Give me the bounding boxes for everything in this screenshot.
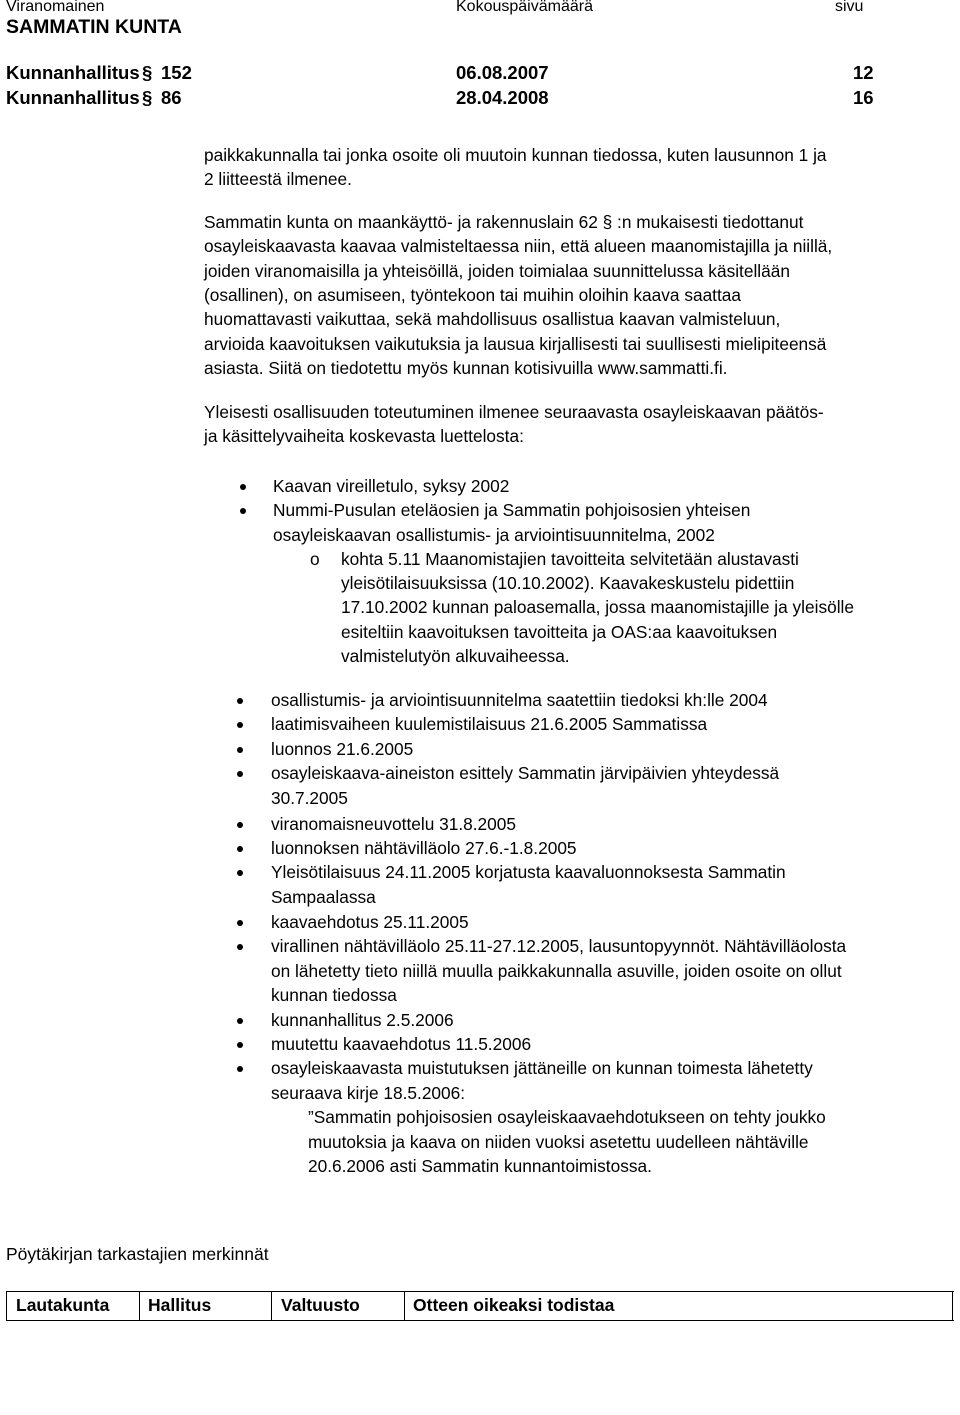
text-line: (osallinen), on asumiseen, työntekoon tai muihin oloihin kaava saattaa: [204, 285, 742, 305]
bullet-icon: [237, 1042, 243, 1048]
section-symbol: §: [142, 87, 153, 108]
table-border: [952, 1292, 953, 1320]
list-item: luonnoksen nähtävilläolo 27.6.-1.8.2005: [271, 838, 577, 858]
meeting-body: Kunnanhallitus: [6, 87, 140, 108]
text-line: esiteltiin kaavoituksen tavoitteita ja OAS:aa kaavoituksen: [341, 622, 778, 642]
bullet-icon: [237, 920, 243, 926]
meeting-section-number: 86: [161, 87, 182, 108]
header-authority-label: Viranomainen: [6, 0, 105, 15]
list-item-continuation: kunnan tiedossa: [271, 985, 397, 1005]
list-item: kaavaehdotus 25.11.2005: [271, 912, 469, 932]
meeting-date: 28.04.2008: [456, 87, 549, 108]
bullet-icon: [237, 944, 243, 950]
bullet-icon: [240, 508, 246, 514]
bullet-icon: [237, 846, 243, 852]
text-line: 2 liitteestä ilmenee.: [204, 169, 352, 189]
list-item-continuation: seuraava kirje 18.5.2006:: [271, 1083, 466, 1103]
bullet-icon: [237, 698, 243, 704]
text-line: kohta 5.11 Maanomistajien tavoitteita selvitetään alustavasti: [341, 549, 799, 569]
list-item-continuation: Sampaalassa: [271, 887, 376, 907]
list-item-continuation: osayleiskaavan osallistumis- ja arviointisuunnitelma, 2002: [273, 525, 715, 545]
table-divider: [139, 1292, 140, 1320]
meeting-page: 12: [853, 62, 874, 83]
text-line: 20.6.2006 asti Sammatin kunnantoimistossa.: [308, 1156, 652, 1176]
table-divider: [271, 1292, 272, 1320]
table-border: [6, 1292, 7, 1320]
list-item: muutettu kaavaehdotus 11.5.2006: [271, 1034, 532, 1054]
bullet-icon: [237, 870, 243, 876]
footer-signature-table: [6, 1291, 954, 1321]
list-item-continuation: on lähetetty tieto niillä muulla paikkakunnalla asuville, joiden osoite on ollut: [271, 961, 842, 981]
authority-name: SAMMATIN KUNTA: [6, 16, 182, 38]
table-divider: [404, 1292, 405, 1320]
meeting-section-number: 152: [161, 62, 192, 83]
list-item: viranomaisneuvottelu 31.8.2005: [271, 814, 516, 834]
footer-cell-certified: Otteen oikeaksi todistaa: [413, 1295, 615, 1315]
section-symbol: §: [142, 62, 153, 83]
header-date-label: Kokouspäivämäärä: [456, 0, 593, 15]
meeting-body: Kunnanhallitus: [6, 62, 140, 83]
footer-cell-hallitus: Hallitus: [148, 1295, 212, 1315]
text-line: paikkakunnalla tai jonka osoite oli muutoin kunnan tiedossa, kuten lausunnon 1 ja: [204, 145, 827, 165]
list-item: Yleisötilaisuus 24.11.2005 korjatusta kaavaluonnoksesta Sammatin: [271, 862, 786, 882]
list-item: virallinen nähtävilläolo 25.11-27.12.2005, lausuntopyynnöt. Nähtävilläolosta: [271, 936, 847, 956]
text-line: muutoksia ja kaava on niiden vuoksi asetettu uudelleen nähtäville: [308, 1132, 809, 1152]
bullet-icon: [237, 747, 243, 753]
text-line: ”Sammatin pohjoisosien osayleiskaavaehdotukseen on tehty joukko: [308, 1107, 826, 1127]
text-line: Yleisesti osallisuuden toteutuminen ilmenee seuraavasta osayleiskaavan päätös-: [204, 402, 824, 422]
list-item-continuation: 30.7.2005: [271, 788, 348, 808]
header-page-label: sivu: [835, 0, 864, 15]
bullet-icon: [237, 722, 243, 728]
footer-verifiers-label: Pöytäkirjan tarkastajien merkinnät: [6, 1244, 269, 1264]
text-line: osayleiskaavasta kaavaa valmisteltaessa niin, että alueen maanomistajilla ja niillä,: [204, 236, 833, 256]
text-line: valmistelutyön alkuvaiheessa.: [341, 646, 570, 666]
sub-bullet-icon: o: [310, 549, 320, 569]
bullet-icon: [240, 484, 246, 490]
text-line: asiasta. Siitä on tiedotettu myös kunnan kotisivuilla www.sammatti.fi.: [204, 358, 728, 378]
list-item: luonnos 21.6.2005: [271, 739, 414, 759]
list-item: osayleiskaavasta muistutuksen jättäneille on kunnan toimesta lähetetty: [271, 1058, 813, 1078]
list-item: Nummi-Pusulan eteläosien ja Sammatin pohjoisosien yhteisen: [273, 500, 751, 520]
text-line: Sammatin kunta on maankäyttö- ja rakennuslain 62 § :n mukaisesti tiedottanut: [204, 212, 804, 232]
list-item: kunnanhallitus 2.5.2006: [271, 1010, 454, 1030]
text-line: ja käsittelyvaiheita koskevasta luettelosta:: [204, 426, 524, 446]
bullet-icon: [237, 771, 243, 777]
meeting-date: 06.08.2007: [456, 62, 549, 83]
text-line: huomattavasti vaikuttaa, sekä mahdollisuus osallistua kaavan valmisteluun,: [204, 309, 781, 329]
text-line: arvioida kaavoituksen vaikutuksia ja lausua kirjallisesti tai suullisesti mielipiteensä: [204, 334, 827, 354]
footer-cell-valtuusto: Valtuusto: [281, 1295, 360, 1315]
list-item: Kaavan vireilletulo, syksy 2002: [273, 476, 510, 496]
footer-cell-lautakunta: Lautakunta: [16, 1295, 110, 1315]
text-line: 17.10.2002 kunnan paloasemalla, jossa maanomistajille ja yleisölle: [341, 597, 854, 617]
list-item: laatimisvaiheen kuulemistilaisuus 21.6.2005 Sammatissa: [271, 714, 708, 734]
list-item: osayleiskaava-aineiston esittely Sammatin järvipäivien yhteydessä: [271, 763, 780, 783]
bullet-icon: [237, 1018, 243, 1024]
text-line: yleisötilaisuuksissa (10.10.2002). Kaavakeskustelu pidettiin: [341, 573, 795, 593]
bullet-icon: [237, 1066, 243, 1072]
list-item: osallistumis- ja arviointisuunnitelma saatettiin tiedoksi kh:lle 2004: [271, 690, 768, 710]
text-line: joiden viranomaisilla ja yhteisöillä, joiden toimialaa suunnittelussa käsitellään: [204, 261, 790, 281]
bullet-icon: [237, 822, 243, 828]
meeting-page: 16: [853, 87, 874, 108]
